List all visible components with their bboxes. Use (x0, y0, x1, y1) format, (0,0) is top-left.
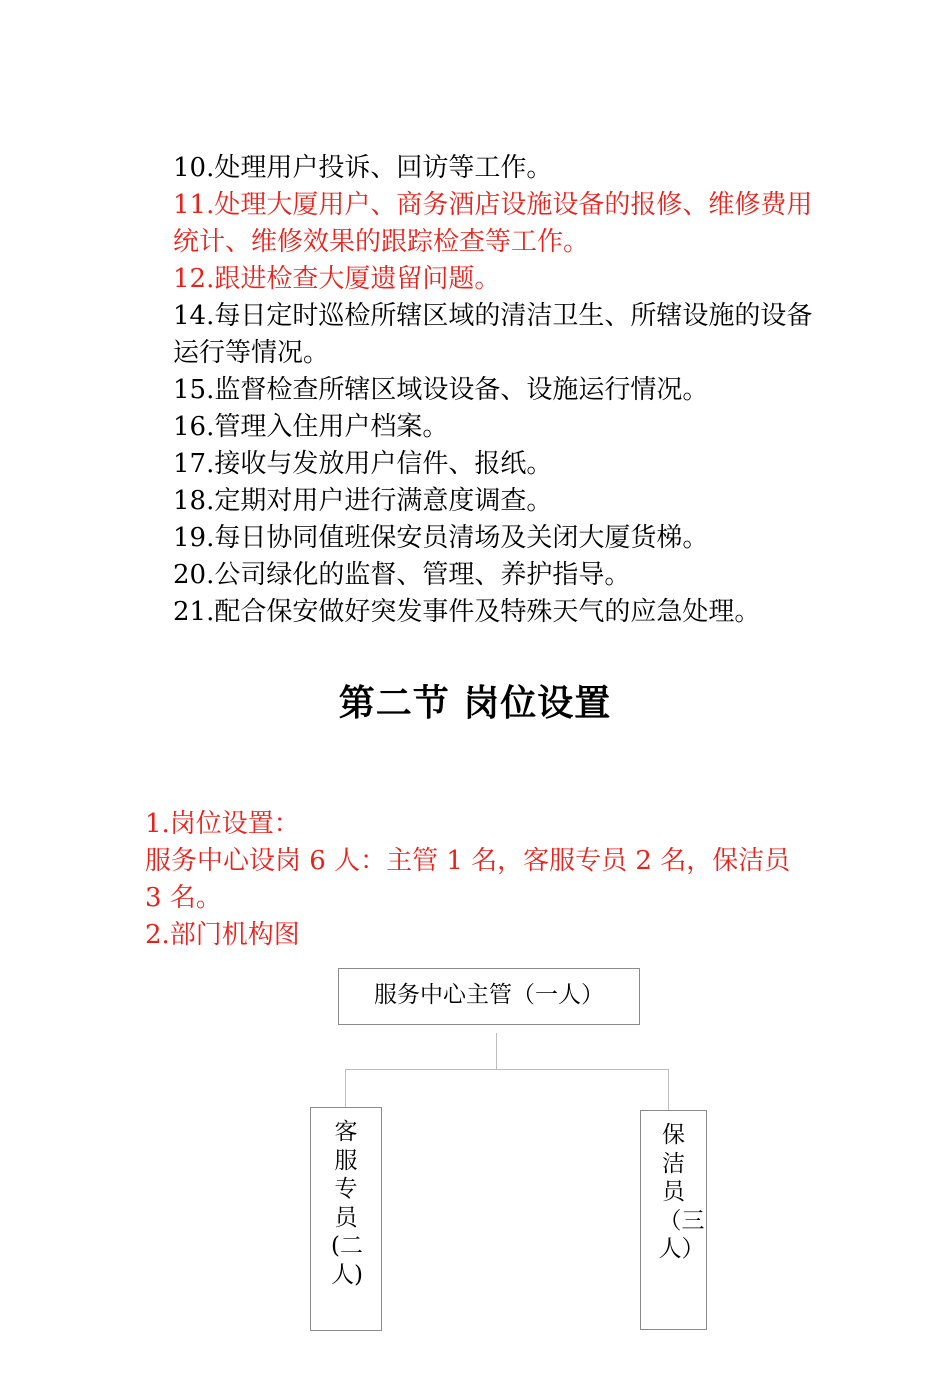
org-node-cleaning-label: 保洁员（三人） (658, 1122, 705, 1262)
list-item: 14.每日定时巡检所辖区域的清洁卫生、所辖设施的设备运行等情况。 (173, 301, 813, 368)
org-chart-heading: 2.部门机构图 (145, 920, 300, 950)
list-item: 17.接收与发放用户信件、报纸。 (173, 449, 553, 479)
org-node-customer-service-label: 客服专员(二人) (331, 1119, 363, 1288)
org-connector-vertical-left (345, 1069, 346, 1107)
section-title: 第二节 岗位设置 (338, 683, 612, 724)
org-node-supervisor (338, 968, 640, 1025)
org-node-supervisor-label: 服务中心主管（一人） (374, 982, 604, 1008)
staffing-heading: 1.岗位设置： (145, 809, 300, 839)
org-node-customer-service (310, 1107, 382, 1331)
org-connector-vertical-right (668, 1069, 669, 1110)
org-connector-horizontal (345, 1069, 669, 1070)
list-item: 21.配合保安做好突发事件及特殊天气的应急处理。 (173, 597, 761, 627)
list-item: 16.管理入住用户档案。 (173, 412, 449, 442)
staffing-summary: 服务中心设岗 6 人：主管 1 名，客服专员 2 名，保洁员 3 名。 (145, 846, 791, 913)
list-item: 12.跟进检查大厦遗留问题。 (173, 264, 501, 294)
org-connector-vertical-top (496, 1033, 497, 1070)
list-item: 18.定期对用户进行满意度调查。 (173, 486, 553, 516)
org-node-cleaning (640, 1110, 707, 1330)
list-item: 11.处理大厦用户、商务酒店设施设备的报修、维修费用统计、维修效果的跟踪检查等工作。 (173, 190, 813, 257)
list-item: 15.监督检查所辖区域设设备、设施运行情况。 (173, 375, 709, 405)
list-item: 20.公司绿化的监督、管理、养护指导。 (173, 560, 631, 590)
staffing-block (145, 806, 813, 954)
list-item: 10.处理用户投诉、回访等工作。 (173, 153, 553, 183)
list-item: 19.每日协同值班保安员清场及关闭大厦货梯。 (173, 523, 709, 553)
duty-list (173, 150, 813, 631)
